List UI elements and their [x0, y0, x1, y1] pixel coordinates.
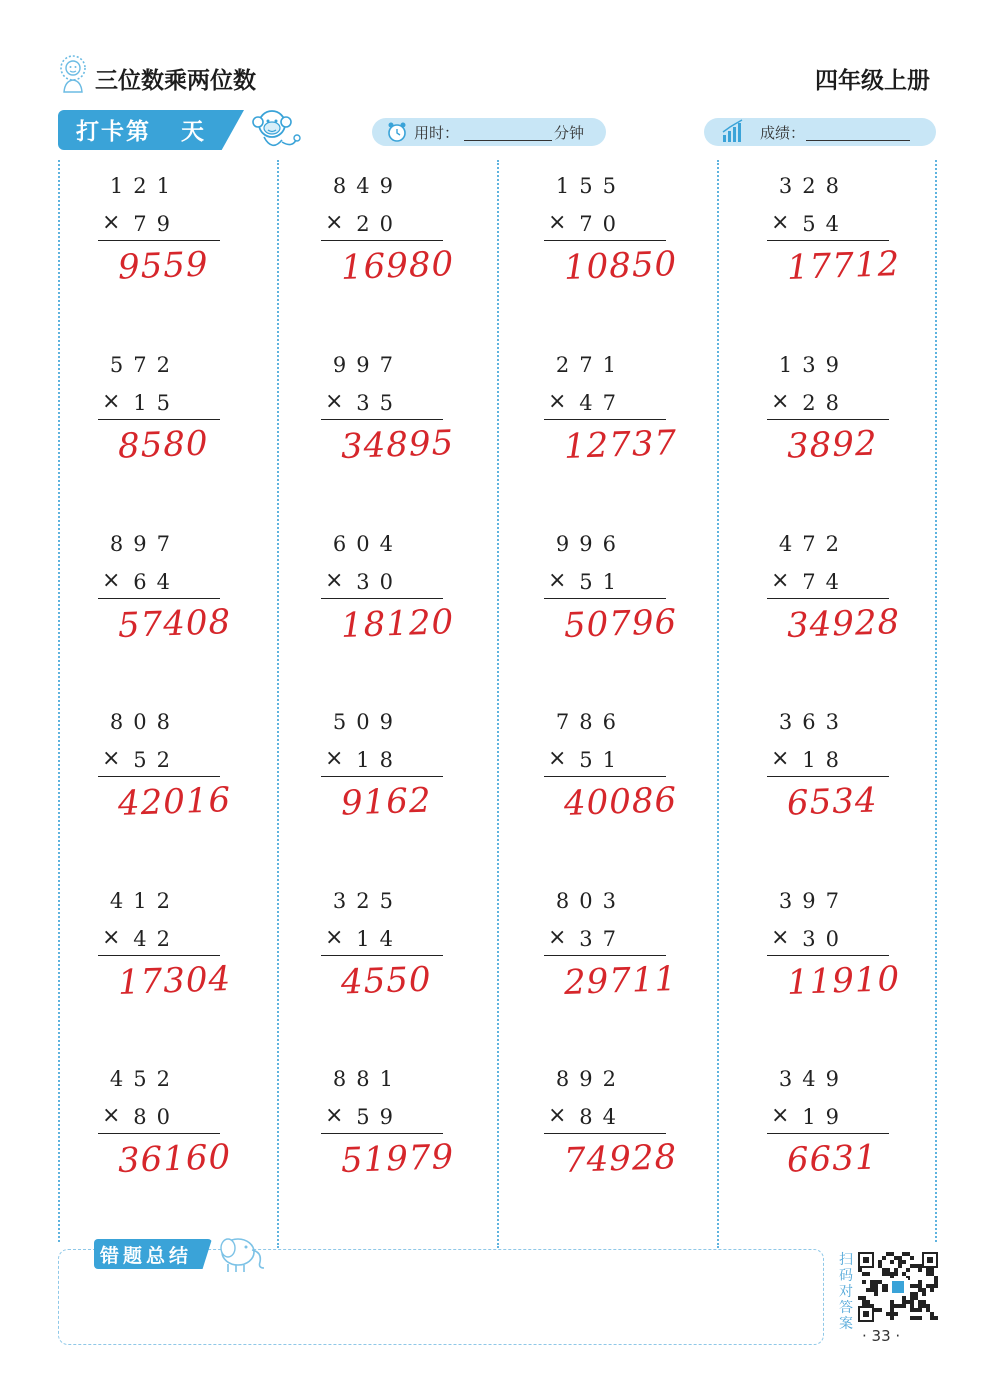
- multiplier: 30: [802, 927, 849, 951]
- multiplier: 20: [356, 212, 403, 236]
- times-sign: ×: [102, 568, 121, 593]
- mistake-summary-label: 错题总结: [100, 1245, 193, 1267]
- times-sign: ×: [102, 1103, 121, 1128]
- multiplier: 74: [802, 570, 849, 594]
- problem-item: [506, 341, 678, 501]
- answer-line: [767, 1133, 889, 1134]
- answer-line: [544, 1133, 666, 1134]
- column-divider: [497, 160, 499, 1248]
- multiplicand: 155: [555, 174, 626, 198]
- multiplier: 84: [579, 1105, 626, 1129]
- times-sign: ×: [102, 389, 121, 414]
- score-input-line[interactable]: [806, 140, 910, 141]
- times-sign: ×: [325, 1103, 344, 1128]
- times-sign: ×: [771, 746, 790, 771]
- multiplier: 51: [579, 570, 626, 594]
- multiplicand: 325: [332, 889, 403, 913]
- answer-line: [321, 1133, 443, 1134]
- answer-line: [98, 955, 220, 956]
- time-unit: 分钟: [554, 124, 585, 142]
- checkin-label: [76, 113, 206, 146]
- column-divider: [277, 160, 279, 1248]
- handwritten-answer: 3892: [786, 423, 879, 467]
- times-sign: ×: [325, 746, 344, 771]
- times-sign: ×: [548, 210, 567, 235]
- multiplier: 59: [356, 1105, 403, 1129]
- multiplicand: 412: [109, 889, 180, 913]
- monkey-icon: [246, 104, 304, 158]
- multiplicand: 271: [555, 353, 626, 377]
- multiplicand: 349: [778, 1067, 849, 1091]
- times-sign: ×: [771, 389, 790, 414]
- answer-line: [321, 776, 443, 777]
- times-sign: ×: [771, 568, 790, 593]
- column-divider: [935, 160, 937, 1242]
- handwritten-answer: 50796: [563, 602, 678, 646]
- answer-line: [98, 598, 220, 599]
- problem-item: [729, 520, 901, 680]
- times-sign: ×: [548, 746, 567, 771]
- handwritten-answer: 29711: [563, 959, 678, 1003]
- time-input-line[interactable]: [464, 140, 552, 141]
- multiplicand: 881: [332, 1067, 403, 1091]
- handwritten-answer: 9559: [117, 244, 210, 288]
- multiplicand: 604: [332, 532, 403, 556]
- handwritten-answer: 9162: [340, 780, 433, 824]
- times-sign: ×: [548, 568, 567, 593]
- handwritten-answer: 57408: [117, 602, 232, 646]
- answer-line: [321, 240, 443, 241]
- score-label: 成绩：: [760, 124, 806, 142]
- multiplier: 64: [133, 570, 180, 594]
- times-sign: ×: [771, 925, 790, 950]
- multiplicand: 397: [778, 889, 849, 913]
- times-sign: ×: [771, 210, 790, 235]
- problem-item: [283, 341, 455, 501]
- problem-item: [60, 341, 220, 501]
- multiplier: 15: [133, 391, 180, 415]
- multiplier: 37: [579, 927, 626, 951]
- multiplicand: 849: [332, 174, 403, 198]
- times-sign: ×: [771, 1103, 790, 1128]
- page-title: 三位数乘两位数: [95, 68, 256, 94]
- multiplicand: 897: [109, 532, 180, 556]
- problem-item: [60, 520, 232, 680]
- multiplier: 14: [356, 927, 403, 951]
- problem-item: [60, 698, 232, 858]
- multiplier: 30: [356, 570, 403, 594]
- multiplier: 52: [133, 748, 180, 772]
- answer-line: [321, 598, 443, 599]
- multiplicand: 808: [109, 710, 180, 734]
- multiplicand: 121: [109, 174, 180, 198]
- multiplier: 42: [133, 927, 180, 951]
- multiplier: 47: [579, 391, 626, 415]
- handwritten-answer: 12737: [563, 423, 678, 467]
- time-label: 用时：: [414, 124, 460, 142]
- multiplicand: 452: [109, 1067, 180, 1091]
- handwritten-answer: 17304: [117, 959, 232, 1003]
- scan-answers-label: 扫码对答案: [839, 1252, 853, 1332]
- problem-item: [506, 520, 678, 680]
- handwritten-answer: 10850: [563, 244, 678, 288]
- answer-line: [98, 776, 220, 777]
- times-sign: ×: [102, 210, 121, 235]
- lion-icon: [56, 54, 90, 94]
- handwritten-answer: 34895: [340, 423, 455, 467]
- times-sign: ×: [102, 746, 121, 771]
- clock-icon: [386, 121, 408, 143]
- times-sign: ×: [548, 389, 567, 414]
- handwritten-answer: 6534: [786, 780, 879, 824]
- handwritten-answer: 6631: [786, 1137, 879, 1181]
- multiplicand: 139: [778, 353, 849, 377]
- multiplier: 18: [356, 748, 403, 772]
- handwritten-answer: 8580: [117, 423, 210, 467]
- answer-line: [767, 240, 889, 241]
- multiplicand: 803: [555, 889, 626, 913]
- problem-item: [60, 1055, 232, 1215]
- handwritten-answer: 74928: [563, 1137, 678, 1181]
- problem-item: [283, 877, 443, 1037]
- problem-item: [729, 341, 889, 501]
- problem-item: [283, 162, 455, 322]
- times-sign: ×: [325, 210, 344, 235]
- multiplicand: 363: [778, 710, 849, 734]
- handwritten-answer: 34928: [786, 602, 901, 646]
- problem-item: [729, 162, 901, 322]
- multiplier: 80: [133, 1105, 180, 1129]
- qr-code[interactable]: [858, 1252, 938, 1322]
- multiplier: 28: [802, 391, 849, 415]
- handwritten-answer: 11910: [786, 959, 901, 1003]
- answer-line: [321, 955, 443, 956]
- problem-item: [729, 877, 901, 1037]
- answer-line: [767, 776, 889, 777]
- chart-icon: [720, 118, 746, 144]
- handwritten-answer: 17712: [786, 244, 901, 288]
- handwritten-answer: 16980: [340, 244, 455, 288]
- multiplicand: 509: [332, 710, 403, 734]
- answer-line: [98, 419, 220, 420]
- multiplier: 79: [133, 212, 180, 236]
- problem-item: [506, 698, 678, 858]
- problem-item: [283, 698, 443, 858]
- times-sign: ×: [325, 568, 344, 593]
- elephant-icon: [214, 1228, 270, 1274]
- problem-item: [506, 1055, 678, 1215]
- multiplicand: 472: [778, 532, 849, 556]
- problem-item: [60, 162, 220, 322]
- problem-item: [506, 877, 678, 1037]
- answer-line: [321, 419, 443, 420]
- answer-line: [98, 1133, 220, 1134]
- answer-line: [544, 776, 666, 777]
- times-sign: ×: [548, 925, 567, 950]
- column-divider: [717, 160, 719, 1248]
- page-number: · 33 ·: [862, 1327, 901, 1345]
- handwritten-answer: 4550: [340, 959, 433, 1003]
- problem-item: [283, 520, 455, 680]
- multiplicand: 997: [332, 353, 403, 377]
- multiplicand: 786: [555, 710, 626, 734]
- problem-item: [506, 162, 678, 322]
- multiplier: 19: [802, 1105, 849, 1129]
- checkin-suffix: 天: [181, 119, 206, 145]
- answer-line: [767, 598, 889, 599]
- times-sign: ×: [548, 1103, 567, 1128]
- problem-item: [283, 1055, 455, 1215]
- answer-line: [544, 955, 666, 956]
- multiplier: 35: [356, 391, 403, 415]
- multiplier: 54: [802, 212, 849, 236]
- multiplicand: 892: [555, 1067, 626, 1091]
- answer-line: [544, 419, 666, 420]
- times-sign: ×: [325, 389, 344, 414]
- multiplier: 51: [579, 748, 626, 772]
- answer-line: [544, 598, 666, 599]
- problem-item: [729, 698, 889, 858]
- multiplicand: 328: [778, 174, 849, 198]
- answer-line: [544, 240, 666, 241]
- problem-item: [60, 877, 232, 1037]
- handwritten-answer: 40086: [563, 780, 678, 824]
- times-sign: ×: [102, 925, 121, 950]
- multiplicand: 572: [109, 353, 180, 377]
- handwritten-answer: 36160: [117, 1137, 232, 1181]
- multiplicand: 996: [555, 532, 626, 556]
- checkin-prefix: 打卡第: [76, 119, 151, 145]
- handwritten-answer: 18120: [340, 602, 455, 646]
- answer-line: [767, 419, 889, 420]
- multiplier: 70: [579, 212, 626, 236]
- answer-line: [767, 955, 889, 956]
- multiplier: 18: [802, 748, 849, 772]
- times-sign: ×: [325, 925, 344, 950]
- grade-label: 四年级上册: [815, 68, 930, 94]
- problem-item: [729, 1055, 889, 1215]
- answer-line: [98, 240, 220, 241]
- handwritten-answer: 42016: [117, 780, 232, 824]
- handwritten-answer: 51979: [340, 1137, 455, 1181]
